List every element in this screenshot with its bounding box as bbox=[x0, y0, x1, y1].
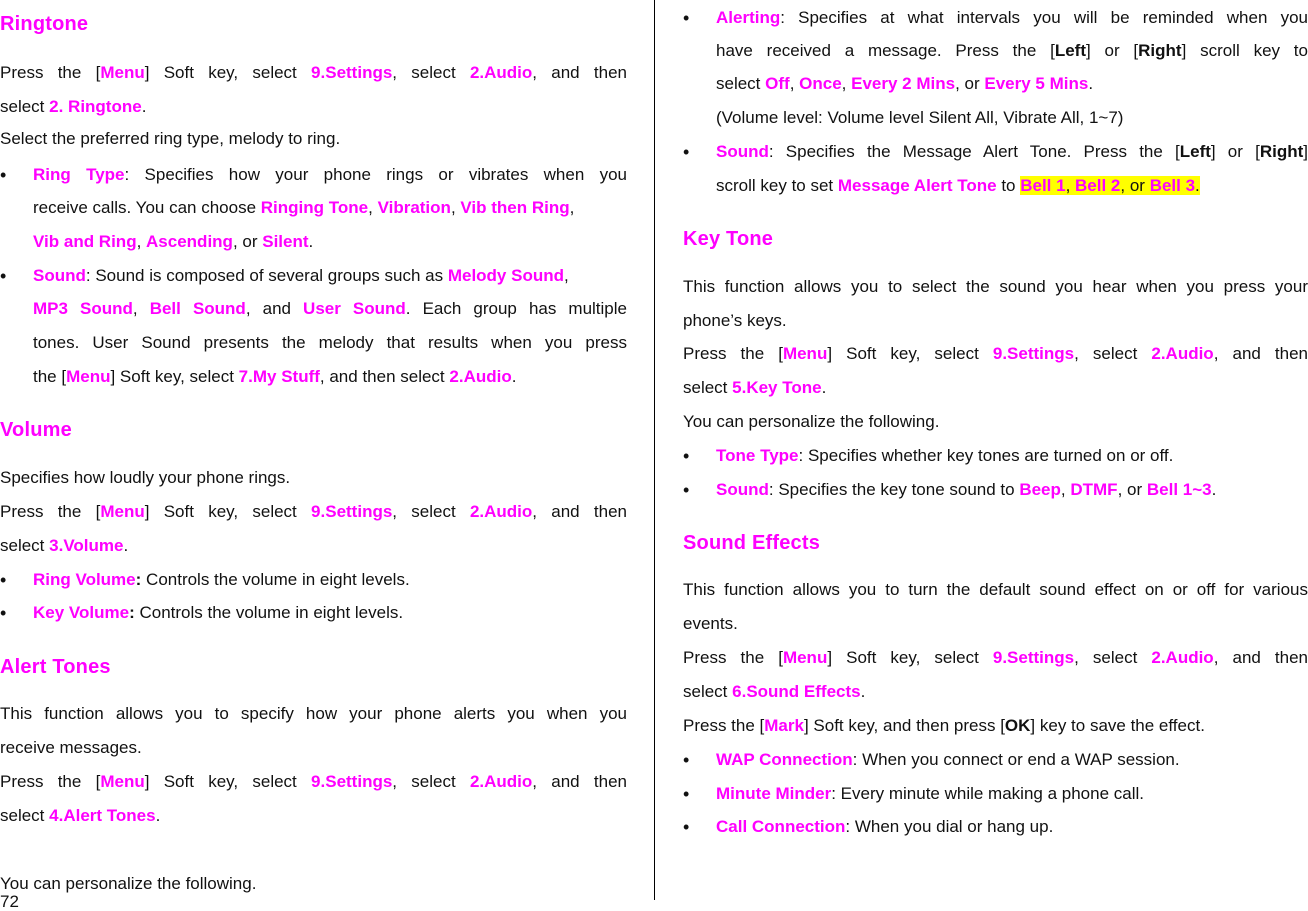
ring-type-line3: Vib and Ring, Ascending, or Silent. bbox=[33, 232, 314, 251]
effects-mark-line: Press the [Mark] Soft key, and then press [OK] key to save the effect. bbox=[683, 716, 1205, 735]
sound-item: Sound: Sound is composed of several groups such as Melody Sound, bbox=[33, 266, 569, 285]
sound-line4: the [Menu] Soft key, select 7.My Stuff, and then select 2.Audio. bbox=[33, 367, 517, 386]
volume-heading: Volume bbox=[0, 419, 72, 441]
bullet-icon: • bbox=[683, 750, 690, 770]
ringtone-desc: Select the preferred ring type, melody to ring. bbox=[0, 129, 341, 148]
ringtone-press-line: Press the [Menu] Soft key, select 9.Settings, select 2.Audio, and then bbox=[0, 63, 627, 82]
alert-sound-item: Sound: Specifies the Message Alert Tone. Press the [Left] or [Right] bbox=[716, 142, 1308, 161]
volume-desc: Specifies how loudly your phone rings. bbox=[0, 468, 291, 487]
bullet-icon: • bbox=[683, 8, 690, 28]
volume-select-line: select 3.Volume. bbox=[0, 536, 129, 555]
effects-desc-line1: This function allows you to turn the default sound effect on or off for various bbox=[683, 580, 1308, 599]
bullet-icon: • bbox=[0, 266, 7, 286]
keytone-desc-line2: phone’s keys. bbox=[683, 311, 787, 330]
alert-select-line: select 4.Alert Tones. bbox=[0, 806, 161, 825]
bullet-icon: • bbox=[683, 446, 690, 466]
bullet-icon: • bbox=[683, 817, 690, 837]
keytone-personalize: You can personalize the following. bbox=[683, 412, 940, 431]
effects-desc-line2: events. bbox=[683, 614, 738, 633]
alert-sound-line2: scroll key to set Message Alert Tone to Bell 1, Bell 2, or Bell 3. bbox=[716, 176, 1200, 195]
volume-press-line: Press the [Menu] Soft key, select 9.Settings, select 2.Audio, and then bbox=[0, 502, 627, 521]
tone-type-item: Tone Type: Specifies whether key tones are turned on or off. bbox=[716, 446, 1174, 465]
effects-select-line: select 6.Sound Effects. bbox=[683, 682, 866, 701]
keytone-sound-item: Sound: Specifies the key tone sound to Beep, DTMF, or Bell 1~3. bbox=[716, 480, 1217, 499]
bullet-icon: • bbox=[0, 570, 7, 590]
keytone-select-line: select 5.Key Tone. bbox=[683, 378, 827, 397]
ringtone-heading: Ringtone bbox=[0, 13, 89, 35]
call-connection-item: Call Connection: When you dial or hang up. bbox=[716, 817, 1054, 836]
column-divider bbox=[654, 0, 655, 900]
keytone-press-line: Press the [Menu] Soft key, select 9.Settings, select 2.Audio, and then bbox=[683, 344, 1308, 363]
ringtone-select-line: select 2. Ringtone. bbox=[0, 97, 147, 116]
sound-line2: MP3 Sound, Bell Sound, and User Sound. Each group has multiple bbox=[33, 299, 627, 318]
bullet-icon: • bbox=[683, 784, 690, 804]
effects-press-line: Press the [Menu] Soft key, select 9.Settings, select 2.Audio, and then bbox=[683, 648, 1308, 667]
bullet-icon: • bbox=[0, 165, 7, 185]
sound-line3: tones. User Sound presents the melody that results when you press bbox=[33, 333, 627, 352]
alert-desc-line2: receive messages. bbox=[0, 738, 142, 757]
bullet-icon: • bbox=[683, 480, 690, 500]
ring-volume-item: Ring Volume: Controls the volume in eight levels. bbox=[33, 570, 410, 589]
sound-effects-heading: Sound Effects bbox=[683, 532, 821, 554]
key-volume-item: Key Volume: Controls the volume in eight levels. bbox=[33, 603, 404, 622]
alerting-item: Alerting: Specifies at what intervals you will be reminded when you bbox=[716, 8, 1308, 27]
ring-type-item: Ring Type: Specifies how your phone rings or vibrates when you bbox=[33, 165, 627, 184]
minute-minder-item: Minute Minder: Every minute while making a phone call. bbox=[716, 784, 1144, 803]
wap-connection-item: WAP Connection: When you connect or end a WAP session. bbox=[716, 750, 1180, 769]
bullet-icon: • bbox=[0, 603, 7, 623]
keytone-desc-line1: This function allows you to select the sound you hear when you press your bbox=[683, 277, 1308, 296]
key-tone-heading: Key Tone bbox=[683, 228, 774, 250]
alerting-line2: have received a message. Press the [Left] or [Right] scroll key to bbox=[716, 41, 1308, 60]
alert-press-line: Press the [Menu] Soft key, select 9.Settings, select 2.Audio, and then bbox=[0, 772, 627, 791]
page-number: 72 bbox=[0, 892, 19, 911]
alerting-line3: select Off, Once, Every 2 Mins, or Every 5 Mins. bbox=[716, 74, 1094, 93]
alert-personalize: You can personalize the following. bbox=[0, 874, 257, 893]
bullet-icon: • bbox=[683, 142, 690, 162]
ring-type-line2: receive calls. You can choose Ringing Tone, Vibration, Vib then Ring, bbox=[33, 198, 575, 217]
alert-tones-heading: Alert Tones bbox=[0, 656, 111, 678]
alert-desc-line1: This function allows you to specify how your phone alerts you when you bbox=[0, 704, 627, 723]
volume-level-note: (Volume level: Volume level Silent All, Vibrate All, 1~7) bbox=[716, 108, 1124, 127]
